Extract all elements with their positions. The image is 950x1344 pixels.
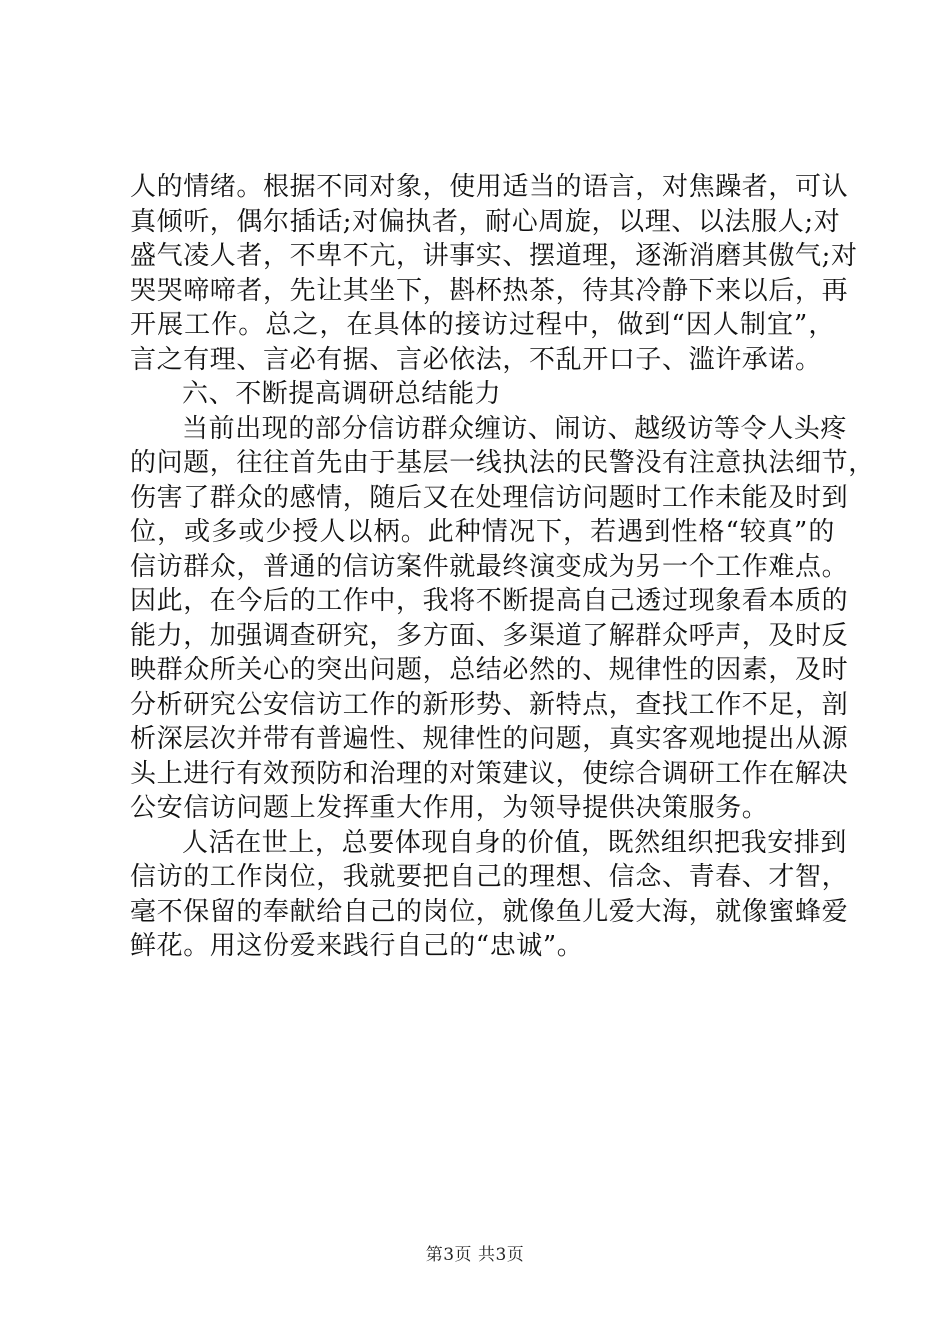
text-line: 位，或多或少授人以柄。此种情况下，若遇到性格“较真”的 <box>130 517 835 547</box>
text-line: 映群众所关心的突出问题，总结必然的、规律性的因素，及时 <box>130 655 849 685</box>
text-line: 信访的工作岗位，我就要把自己的理想、信念、青春、才智， <box>130 862 849 892</box>
text-line: 言之有理、言必有据、言必依法，不乱开口子、滥许承诺。 <box>130 344 822 375</box>
text-line: 哭哭啼啼者，先让其坐下，斟杯热茶，待其冷静下来以后，再 <box>130 275 849 306</box>
text-line: 伤害了群众的感情，随后又在处理信访问题时工作未能及时到 <box>130 482 849 513</box>
text-line: 鲜花。用这份爱来践行自己的“忠诚”。 <box>130 931 584 961</box>
text-line: 的问题，往往首先由于基层一线执法的民警没有注意执法细节， <box>130 448 875 478</box>
text-line: 信访群众，普通的信访案件就最终演变成为另一个工作难点。 <box>130 551 849 582</box>
text-line: 人的情绪。根据不同对象，使用适当的语言，对焦躁者，可认 <box>130 172 849 202</box>
text-line: 当前出现的部分信访群众缠访、闹访、越级访等令人头疼 <box>182 413 848 444</box>
page-number: 第3页 共3页 <box>425 1245 525 1265</box>
text-line: 人活在世上，总要体现自身的价值，既然组织把我安排到 <box>182 827 848 858</box>
text-line: 毫不保留的奉献给自己的岗位，就像鱼儿爱大海，就像蜜蜂爱 <box>130 896 849 927</box>
text-line: 真倾听，偶尔插话;对偏执者，耐心周旋，以理、以法服人;对 <box>130 206 841 237</box>
text-line: 头上进行有效预防和治理的对策建议，使综合调研工作在解决 <box>130 758 849 789</box>
text-line: 因此，在今后的工作中，我将不断提高自己透过现象看本质的 <box>130 586 849 616</box>
text-line: 析深层次并带有普遍性、规律性的问题，真实客观地提出从源 <box>130 724 849 754</box>
text-line: 公安信访问题上发挥重大作用，为领导提供决策服务。 <box>130 793 769 823</box>
section-heading: 六、不断提高调研总结能力 <box>182 379 502 409</box>
body-text <box>130 170 875 964</box>
text-line: 盛气凌人者，不卑不亢，讲事实、摆道理，逐渐消磨其傲气;对 <box>130 241 858 271</box>
text-line: 开展工作。总之，在具体的接访过程中，做到“因人制宜”， <box>130 310 835 340</box>
text-line: 能力，加强调查研究，多方面、多渠道了解群众呼声，及时反 <box>130 620 849 651</box>
text-line: 分析研究公安信访工作的新形势、新特点，查找工作不足，剖 <box>130 689 849 720</box>
